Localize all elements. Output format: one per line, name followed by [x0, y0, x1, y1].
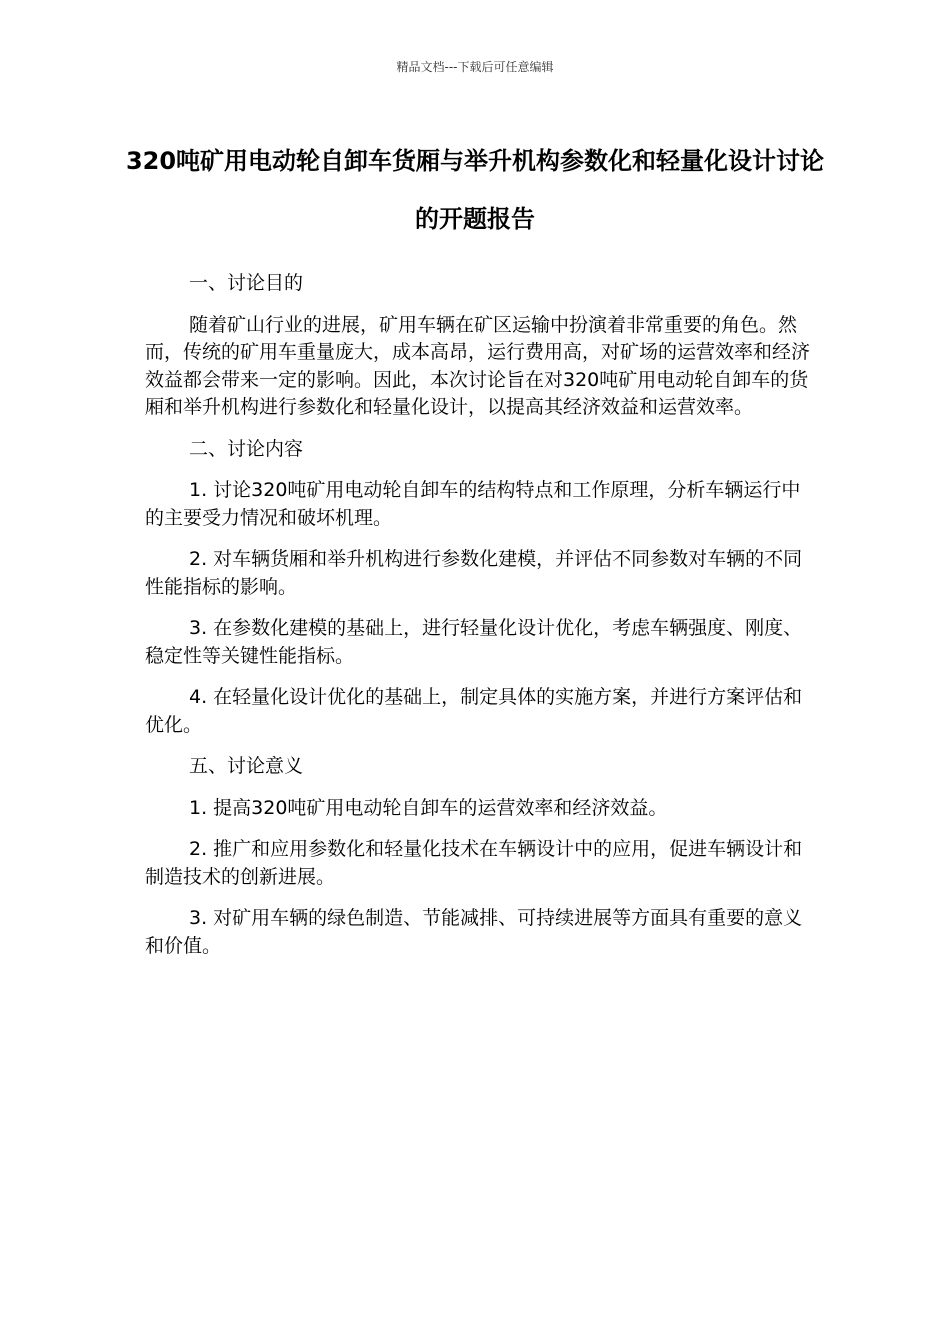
content-item-2: 2. 对车辆货厢和举升机构进行参数化建模，并评估不同参数对车辆的不同性能指标的影响。: [145, 548, 803, 598]
content-item-4: 4. 在轻量化设计优化的基础上，制定具体的实施方案，并进行方案评估和优化。: [145, 686, 803, 736]
purpose-paragraph: 随着矿山行业的进展，矿用车辆在矿区运输中扮演着非常重要的角色。然而，传统的矿用车重量庞大，成本高昂，运行费用高，对矿场的运营效率和经济效益都会带来一定的影响。因此，本次讨论旨在对320吨矿用电动轮自卸车的货厢和举升机构进行参数化和轻量化设计，以提高其经济效益和运营效率。: [145, 313, 811, 418]
section-heading-purpose: 一、讨论目的: [189, 272, 304, 294]
document-title: 320吨矿用电动轮自卸车货厢与举升机构参数化和轻量化设计讨论的开题报告: [125, 147, 825, 233]
significance-item-2: 2. 推广和应用参数化和轻量化技术在车辆设计中的应用，促进车辆设计和制造技术的创新进展。: [145, 838, 803, 888]
significance-item-1: 1. 提高320吨矿用电动轮自卸车的运营效率和经济效益。: [189, 796, 668, 819]
section-heading-content: 二、讨论内容: [189, 437, 304, 460]
significance-item-3: 3. 对矿用车辆的绿色制造、节能减排、可持续进展等方面具有重要的意义和价值。: [145, 907, 803, 957]
page-header: 精品文档---下载后可任意编辑: [396, 60, 554, 74]
content-item-1: 1. 讨论320吨矿用电动轮自卸车的结构特点和工作原理，分析车辆运行中的主要受力情况和破坏机理。: [145, 479, 801, 529]
document-body: [145, 270, 810, 974]
content-item-3: 3. 在参数化建模的基础上，进行轻量化设计优化，考虑车辆强度、刚度、稳定性等关键性能指标。: [145, 617, 803, 667]
section-heading-significance: 五、讨论意义: [189, 755, 304, 777]
